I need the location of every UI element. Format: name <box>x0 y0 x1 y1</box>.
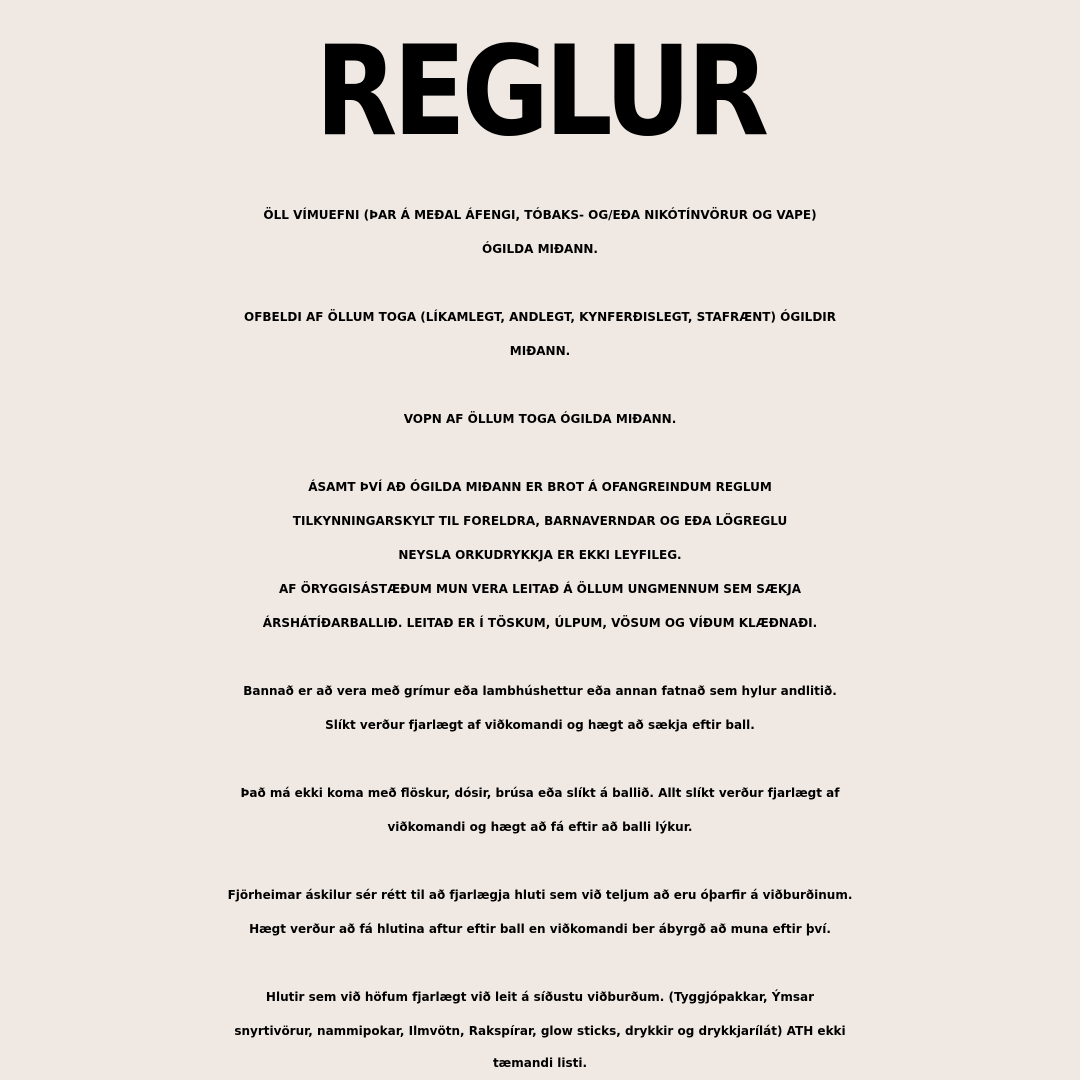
rule-line: ÓGILDA MIÐANN. <box>482 242 598 256</box>
rule-line: Hlutir sem við höfum fjarlægt við leit á síðustu viðburðum. (Tyggjópakkar, Ýmsar <box>265 990 815 1004</box>
rule-line: OFBELDI AF ÖLLUM TOGA (LÍKAMLEGT, ANDLEGT, KYNFERÐISLEGT, STAFRÆNT) ÓGILDIR <box>244 310 836 324</box>
rule-line: ÖLL VÍMUEFNI (ÞAR Á MEÐAL ÁFENGI, TÓBAKS- OG/EÐA NIKÓTÍNVÖRUR OG VAPE) <box>263 208 817 222</box>
rule-line: VOPN AF ÖLLUM TOGA ÓGILDA MIÐANN. <box>403 412 677 426</box>
rule-line: AF ÖRYGGISÁSTÆÐUM MUN VERA LEITAÐ Á ÖLLUM UNGMENNUM SEM SÆKJA <box>279 582 801 596</box>
rule-line: Slíkt verður fjarlægt af viðkomandi og hægt að sækja eftir ball. <box>325 718 755 732</box>
rule-line: Fjörheimar áskilur sér rétt til að fjarlægja hluti sem við teljum að eru óþarfir á viðburðinum. <box>227 888 853 902</box>
rule-line: viðkomandi og hægt að fá eftir að balli lýkur. <box>387 820 693 834</box>
rule-line: snyrtivörur, nammipokar, Ilmvötn, Rakspírar, glow sticks, drykkir og drykkjarílát) ATH ekki <box>234 1024 846 1038</box>
rule-line: Það má ekki koma með flöskur, dósir, brúsa eða slíkt á ballið. Allt slíkt verður fjarlægt af <box>240 786 840 800</box>
rule-line: ÁRSHÁTÍÐARBALLIÐ. LEITAÐ ER Í TÖSKUM, ÚLPUM, VÖSUM OG VÍÐUM KLÆÐNAÐI. <box>262 616 818 630</box>
rule-line: ÁSAMT ÞVÍ AÐ ÓGILDA MIÐANN ER BROT Á OFANGREINDUM REGLUM <box>308 480 772 494</box>
rule-line: MIÐANN. <box>509 344 571 358</box>
rule-line: NEYSLA ORKUDRYKKJA ER EKKI LEYFILEG. <box>398 548 682 562</box>
rule-line: TILKYNNINGARSKYLT TIL FORELDRA, BARNAVERNDAR OG EÐA LÖGREGLU <box>292 514 788 528</box>
rule-line: Hægt verður að fá hlutina aftur eftir ball en viðkomandi ber ábyrgð að muna eftir því. <box>249 922 831 936</box>
rule-line: tæmandi listi. <box>492 1056 588 1070</box>
page-title: REGLUR <box>315 20 765 164</box>
rule-line: Bannað er að vera með grímur eða lambhúshettur eða annan fatnað sem hylur andlitið. <box>243 684 837 698</box>
